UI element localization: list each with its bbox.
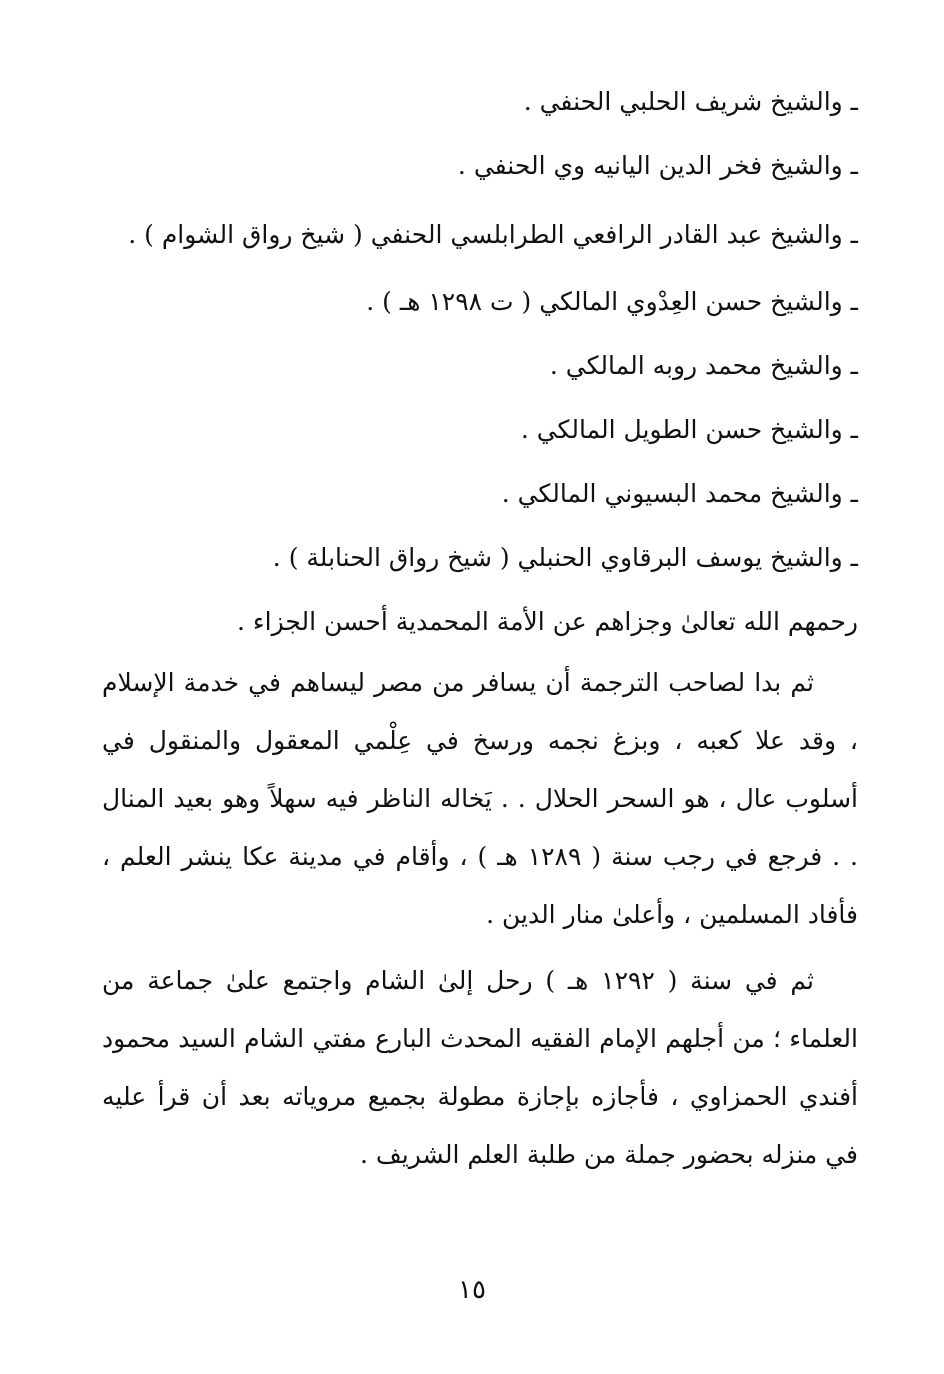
paragraph-block: [102, 654, 858, 1184]
page-body: [102, 70, 858, 1184]
list-item: ـ والشيخ محمد البسيوني المالكي .: [501, 479, 858, 508]
paragraph-spacer: [102, 944, 858, 952]
list-item: ـ والشيخ محمد روبه المالكي .: [549, 351, 858, 380]
list-item-wrapped: ـ والشيخ عبد القادر الرافعي الطرابلسي الحنفي ( شيخ رواق الشوام ) .: [128, 220, 858, 249]
paragraph: ثم في سنة ( ١٢٩٢ هـ ) رحل إلىٰ الشام واجتمع علىٰ جماعة من العلماء ؛ من أجلهم الإمام الفقيه المحدث البارع مفتي الشام السيد محمود أفندي الحمزاوي ، فأجازه بإجازة مطولة بجميع مروياته بعد أن قرأ عليه في منزله بحضور جملة من طلبة العلم الشريف .: [102, 966, 858, 1169]
list-item: ـ والشيخ يوسف البرقاوي الحنبلي ( شيخ رواق الحنابلة ) .: [272, 543, 858, 572]
list-item: ـ والشيخ حسن الطويل المالكي .: [520, 415, 858, 444]
list-item: ـ والشيخ فخر الدين اليانيه وي الحنفي .: [457, 151, 858, 180]
closing-line: رحمهم الله تعالىٰ وجزاهم عن الأمة المحمدية أحسن الجزاء .: [237, 607, 858, 636]
list-item: ـ والشيخ حسن العِدْوي المالكي ( ت ١٢٩٨ هـ ) .: [366, 287, 858, 316]
list-item: ـ والشيخ شريف الحلبي الحنفي .: [523, 87, 858, 116]
paragraph: ثم بدا لصاحب الترجمة أن يسافر من مصر ليساهم في خدمة الإسلام ، وقد علا كعبه ، وبزغ نجمه ورسخ في عِلْمي المعقول والمنقول في أسلوب عال ، هو السحر الحلال . . يَخاله الناظر فيه سهلاً وهو بعيد المنال . . فرجع في رجب سنة ( ١٢٨٩ هـ ) ، وأقام في مدينة عكا ينشر العلم ، فأفاد المسلمين ، وأعلىٰ منار الدين .: [102, 668, 858, 929]
page-number: ١٥: [458, 1275, 486, 1305]
